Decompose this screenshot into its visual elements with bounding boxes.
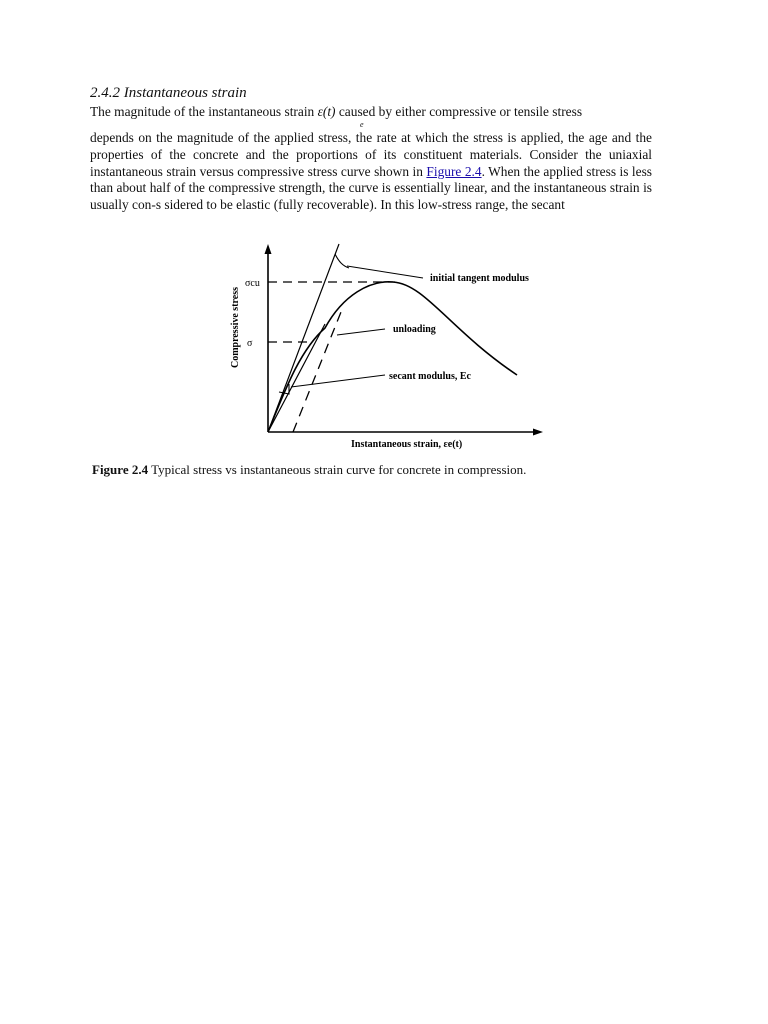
line1-text-before: The magnitude of the instantaneous strain [90, 104, 318, 119]
caption-number: Figure 2.4 [92, 462, 149, 477]
strain-symbol: ε(t) [317, 104, 336, 119]
y-axis-label: Compressive stress [230, 286, 241, 368]
tangent-leader [347, 266, 423, 278]
paragraph-first-line [90, 103, 582, 120]
x-axis-label: Instantaneous strain, εe(t) [351, 439, 463, 450]
secant-modulus-label: secant modulus, Ec [389, 371, 471, 382]
figure-caption [92, 462, 526, 478]
initial-tangent-label: initial tangent modulus [430, 273, 529, 284]
stress-strain-diagram [225, 240, 555, 452]
stress-strain-figure [225, 240, 555, 457]
line1-text-after: caused by either compressive or tensile stress [335, 104, 583, 119]
x-axis-arrowhead [533, 429, 543, 436]
sigma-cu-label: σcu [245, 278, 260, 289]
section-heading: 2.4.2 Instantaneous strain [90, 85, 247, 101]
secant-leader [291, 375, 385, 387]
unloading-leader [337, 329, 385, 335]
unloading-label: unloading [393, 324, 436, 335]
tangent-angle-arc [335, 254, 349, 268]
strain-symbol-subscript: e [360, 120, 364, 129]
body-text-after-link: . When the applied stress is less than about half of the compressive strength, the curve is essentially linear, and the instantaneous strain is usually con-s sidered to be elastic (fully recoverable). In this low-stress range, the secant [90, 163, 653, 213]
caption-text: Typical stress vs instantaneous strain curve for concrete in compression. [148, 462, 527, 477]
body-paragraph [90, 130, 652, 214]
y-axis-arrowhead [265, 244, 272, 254]
stress-strain-curve [268, 282, 517, 432]
body-text-before-link: depends on the magnitude of the applied stress, the rate at which the stress is applied, the age and the properties of the concrete and the proportions of its constituent materials. Consider the uniaxial instantaneous strain versus compressive stress curve shown in [90, 130, 652, 179]
secant-line [268, 324, 325, 432]
figure-2-4-link[interactable]: Figure 2.4 [426, 163, 482, 179]
initial-tangent-line [268, 244, 339, 432]
sigma-label: σ [247, 338, 253, 349]
